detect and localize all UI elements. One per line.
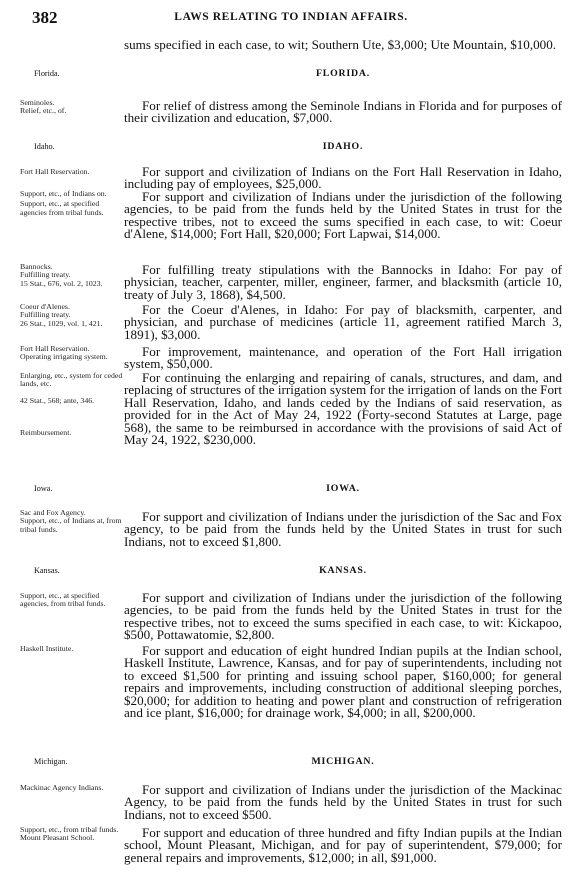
margin-note: Support, etc., at specified agencies, from tribal funds. (20, 591, 106, 609)
section-margin-label: Idaho. (34, 142, 55, 151)
margin-note: Fort Hall Reservation. Operating irrigating system. (20, 344, 108, 362)
paragraph: For support and civilization of Indians under the jurisdiction of the following agencies, to be paid from the funds held by the United States in trust for the respective tribes, not to exceed the sums specified in each case, to wit: Coeur d'Alene, $14,000; Fort Hall, $20,000; Fort Lapwai, $14,000. (124, 189, 562, 242)
margin-note: Support, etc., from tribal funds. Mount Pleasant School. (20, 825, 119, 843)
paragraph: For continuing the enlarging and repairing of canals, structures, and dam, and replacing of structures of the irrigation system for the irrigation of lands on the Fort Hall Reservation, Idaho, and lands ceded by the Indians of said reservation, as provided for in the Act of May 24, 1922 (Forty-second Statutes at Large, page 568), the same to be reimbursed in accordance with the provisions of said Act of May 24, 1922, $230,000. (124, 370, 562, 448)
paragraph: For the Coeur d'Alenes, in Idaho: For pay of blacksmith, carpenter, and physician, and purchase of medicines (article 11, agreement ratified March 3, 1891), $3,000. (124, 302, 562, 342)
paragraph: For support and education of eight hundred Indian pupils at the Indian school, Haskell Institute, Lawrence, Kansas, and for pay of superintendents, including not to exceed $1,500 for printing and issuing school paper, $160,000; for general repairs and improvements, including construction of additional sleeping porches, $20,000; for addition to heating and power plant and construction of refrigeration and ice plant, $16,000; for drainage work, $4,000; in all, $200,000. (124, 643, 562, 721)
paragraph: For support and civilization of Indians on the Fort Hall Reservation in Idaho, including pay of employees, $25,000. (124, 164, 562, 192)
running-title: LAWS RELATING TO INDIAN AFFAIRS. (174, 11, 408, 23)
section-title: IDAHO. (322, 141, 364, 152)
paragraph: For improvement, maintenance, and operation of the Fort Hall irrigation system, $50,000. (124, 344, 562, 372)
margin-note: Bannocks. Fulfilling treaty. 15 Stat., 676, vol. 2, 1023. (20, 262, 103, 288)
margin-note: Haskell Institute. (20, 644, 74, 653)
margin-note: Support, etc., of Indians on. Support, etc., at specified agencies from tribal funds. (20, 189, 107, 217)
section-heading-michigan (0, 755, 574, 771)
section-heading-kansas (0, 564, 574, 580)
section-margin-label: Kansas. (34, 566, 60, 575)
page-number: 382 (32, 8, 58, 27)
section-margin-label: Iowa. (34, 484, 53, 493)
margin-note: Mackinac Agency Indians. (20, 783, 104, 792)
margin-note: Seminoles. Relief, etc., of. (20, 98, 67, 116)
section-margin-label: Florida. (34, 69, 60, 78)
paragraph: For fulfilling treaty stipulations with the Bannocks in Idaho: For pay of physician, teacher, carpenter, miller, engineer, farmer, and blacksmith (article 10, treaty of July 3, 1868), $4,500. (124, 262, 562, 302)
margin-note: Enlarging, etc., system for ceded lands, etc. 42 Stat., 568; ante, 346. Reimbursement. (20, 371, 123, 438)
section-title: IOWA. (326, 483, 360, 494)
paragraph: For relief of distress among the Seminole Indians in Florida and for purposes of their civilization and education, $7,000. (124, 98, 562, 126)
section-title: MICHIGAN. (311, 756, 375, 767)
paragraph: For support and civilization of Indians under the jurisdiction of the following agencies, to be paid from the funds held by the United States in trust for the respective tribes, not to exceed the sums specified in each case, to wit: Kickapoo, $500, Pottawatomie, $2,800. (124, 590, 562, 643)
section-title: FLORIDA. (315, 68, 371, 79)
margin-note: Coeur d'Alenes. Fulfilling treaty. 26 Stat., 1029, vol. 1, 421. (20, 302, 103, 328)
section-heading-florida (0, 67, 574, 83)
paragraph: For support and civilization of Indians under the jurisdiction of the Mackinac Agency, to be paid from the funds held by the United States in trust for such Indians, not to exceed $500. (124, 782, 562, 822)
section-title: KANSAS. (319, 565, 367, 576)
section-margin-label: Michigan. (34, 757, 68, 766)
paragraph: For support and civilization of Indians under the jurisdiction of the Sac and Fox agency, to be paid from the funds held by the United States in trust for such Indians, not to exceed $1,800. (124, 509, 562, 549)
intro-paragraph: sums specified in each case, to wit; Southern Ute, $3,000; Ute Mountain, $10,000. (124, 37, 557, 52)
margin-note: Fort Hall Reservation. (20, 167, 90, 176)
paragraph: For support and education of three hundred and fifty Indian pupils at the Indian school, Mount Pleasant, Michigan, and for pay of superintendent, $79,000; for general repairs and improvements, $12,000; in all, $91,000. (124, 825, 562, 865)
margin-note: Sac and Fox Agency. Support, etc., of Indians at, from tribal funds. (20, 508, 122, 534)
section-heading-idaho (0, 140, 574, 156)
section-heading-iowa (0, 482, 574, 498)
page-header (20, 8, 562, 30)
